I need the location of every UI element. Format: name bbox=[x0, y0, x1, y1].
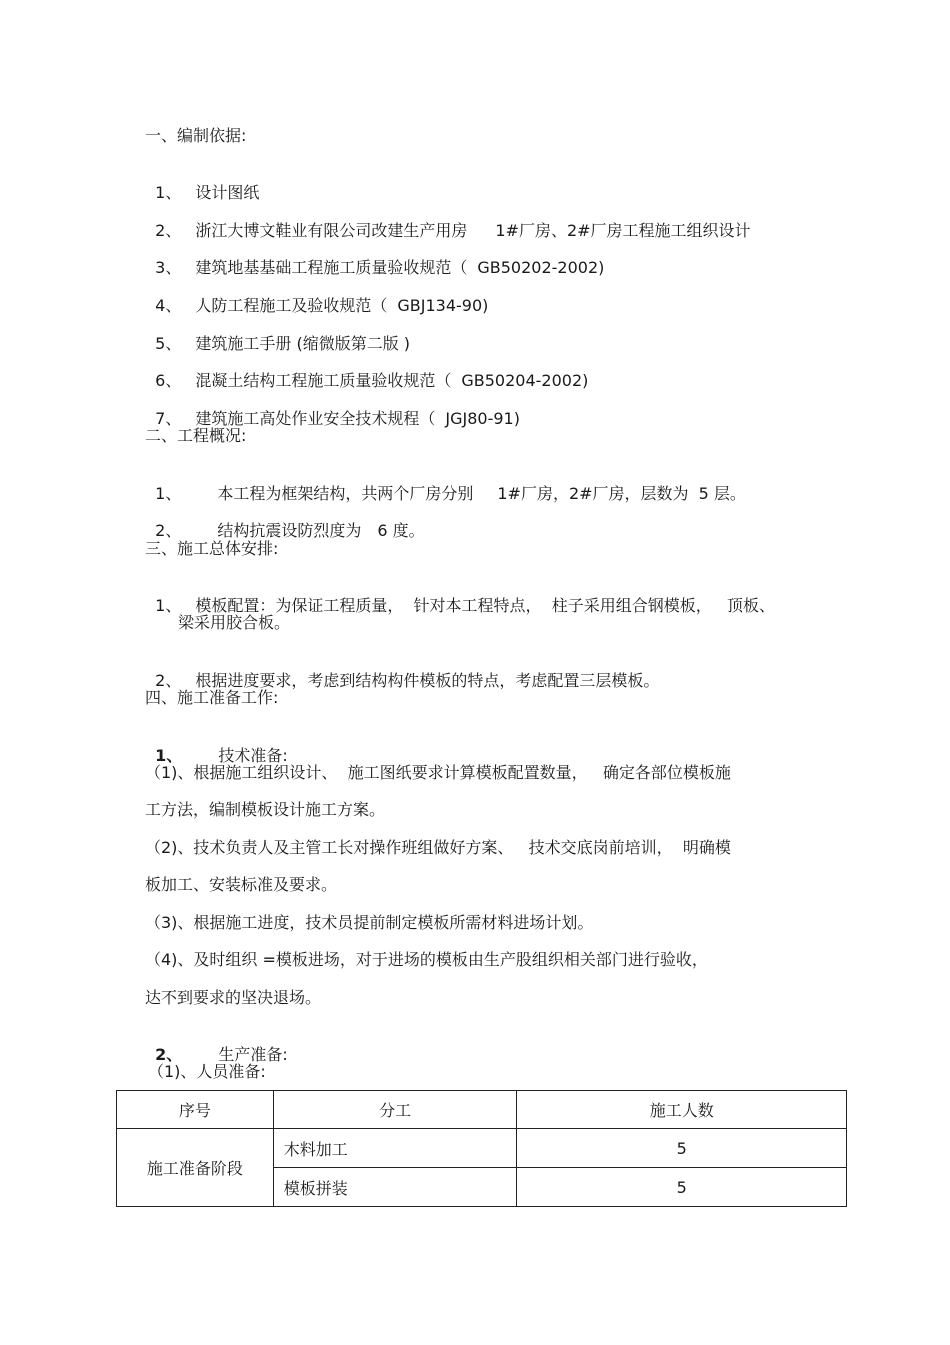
basis-num: 3、 bbox=[155, 258, 182, 277]
prep-tech-item-4: （4)、及时组织 =模板进场，对于进场的模板由生产股组织相关部门进行验收， bbox=[145, 950, 708, 969]
table-header-cell: 施工人数 bbox=[517, 1091, 847, 1129]
section-heading-prep: 四、施工准备工作: bbox=[145, 688, 279, 707]
prep-tech-item-2: （2)、技术负责人及主管工长对操作班组做好方案、 技术交底岗前培训， 明确模 bbox=[145, 838, 731, 857]
table-task-cell: 木料加工 bbox=[273, 1129, 517, 1168]
table-stage-cell: 施工准备阶段 bbox=[117, 1129, 274, 1207]
basis-num: 5、 bbox=[155, 334, 182, 353]
prep-tech-item-3: （3)、根据施工进度，技术员提前制定模板所需材料进场计划。 bbox=[145, 913, 594, 932]
prep-tech-heading bbox=[145, 726, 288, 766]
arrangement-item-1-cont: 梁采用胶合板。 bbox=[178, 613, 291, 632]
prep-title: 生产准备: bbox=[218, 1045, 288, 1064]
arrangement-text: 根据进度要求，考虑到结构构件模板的特点，考虑配置三层模板。 bbox=[195, 671, 660, 690]
basis-item-4 bbox=[145, 276, 488, 316]
section-heading-arrangement: 三、施工总体安排: bbox=[145, 539, 279, 558]
overview-text: 结构抗震设防烈度为 bbox=[217, 521, 362, 540]
table-row bbox=[117, 1129, 847, 1168]
overview-item-1 bbox=[145, 464, 746, 504]
overview-text: 本工程为框架结构，共两个厂房分别 bbox=[217, 484, 474, 503]
basis-code: GB50204-2002) bbox=[461, 371, 589, 390]
basis-text: 浙江大博文鞋业有限公司改建生产用房 bbox=[195, 221, 468, 240]
basis-item-1 bbox=[145, 163, 259, 203]
arrangement-item-1 bbox=[145, 576, 775, 616]
table-header-row bbox=[117, 1091, 847, 1129]
arrangement-num: 2、 bbox=[155, 671, 182, 690]
table-count-cell: 5 bbox=[517, 1129, 847, 1168]
basis-item-3 bbox=[145, 238, 604, 278]
basis-item-7 bbox=[145, 389, 520, 429]
basis-text: 混凝土结构工程施工质量验收规范（ bbox=[195, 371, 452, 390]
basis-item-6 bbox=[145, 351, 588, 391]
arrangement-num: 1、 bbox=[155, 596, 182, 615]
overview-text-2: 1#厂房，2#厂房，层数为 bbox=[497, 484, 689, 503]
basis-item-2 bbox=[145, 201, 751, 241]
arrangement-item-2 bbox=[145, 651, 659, 691]
basis-text: 建筑地基基础工程施工质量验收规范（ bbox=[195, 258, 468, 277]
basis-num: 1、 bbox=[155, 183, 182, 202]
overview-num: 2、 bbox=[155, 521, 182, 540]
basis-text: 建筑施工手册 (缩微版第二版 ) bbox=[195, 334, 411, 353]
prep-tech-item-2-cont: 板加工、安装标准及要求。 bbox=[145, 875, 338, 894]
overview-item-2 bbox=[145, 501, 425, 541]
prep-num: 2、 bbox=[155, 1045, 183, 1064]
basis-item-5 bbox=[145, 314, 410, 354]
basis-code: GBJ134-90) bbox=[397, 296, 489, 315]
prep-prod-heading bbox=[145, 1025, 288, 1065]
overview-text-2: 6 度。 bbox=[377, 521, 425, 540]
basis-num: 6、 bbox=[155, 371, 182, 390]
table-task-cell: 模板拼装 bbox=[273, 1168, 517, 1207]
section-heading-overview: 二、工程概况: bbox=[145, 426, 247, 445]
prep-tech-item-1-cont: 工方法，编制模板设计施工方案。 bbox=[145, 800, 386, 819]
table-count-cell: 5 bbox=[517, 1168, 847, 1207]
prep-tech-item-1: （1)、根据施工组织设计、 施工图纸要求计算模板配置数量， 确定各部位模板施 bbox=[145, 763, 731, 782]
basis-text: 人防工程施工及验收规范（ bbox=[195, 296, 388, 315]
basis-num: 2、 bbox=[155, 221, 182, 240]
table-header-cell: 序号 bbox=[117, 1091, 274, 1129]
section-heading-basis: 一、编制依据: bbox=[145, 126, 247, 145]
prep-tech-item-4-cont: 达不到要求的坚决退场。 bbox=[145, 988, 322, 1007]
overview-num: 1、 bbox=[155, 484, 182, 503]
arrangement-text: 模板配置：为保证工程质量， 针对本工程特点， 柱子采用组合钢模板， 顶板、 bbox=[195, 596, 775, 615]
basis-text-2: 1#厂房、2#厂房工程施工组织设计 bbox=[495, 221, 751, 240]
basis-num: 7、 bbox=[155, 409, 182, 428]
basis-code: JGJ80-91) bbox=[445, 409, 520, 428]
basis-text: 建筑施工高处作业安全技术规程（ bbox=[195, 409, 436, 428]
basis-num: 4、 bbox=[155, 296, 182, 315]
overview-text-3: 5 层。 bbox=[698, 484, 746, 503]
prep-num: 1、 bbox=[155, 746, 183, 765]
basis-code: GB50202-2002) bbox=[477, 258, 605, 277]
prep-staff-heading: （1)、人员准备: bbox=[148, 1062, 266, 1081]
staff-table bbox=[116, 1090, 847, 1207]
basis-text: 设计图纸 bbox=[195, 183, 260, 202]
table-header-cell: 分工 bbox=[273, 1091, 517, 1129]
prep-title: 技术准备: bbox=[218, 746, 288, 765]
